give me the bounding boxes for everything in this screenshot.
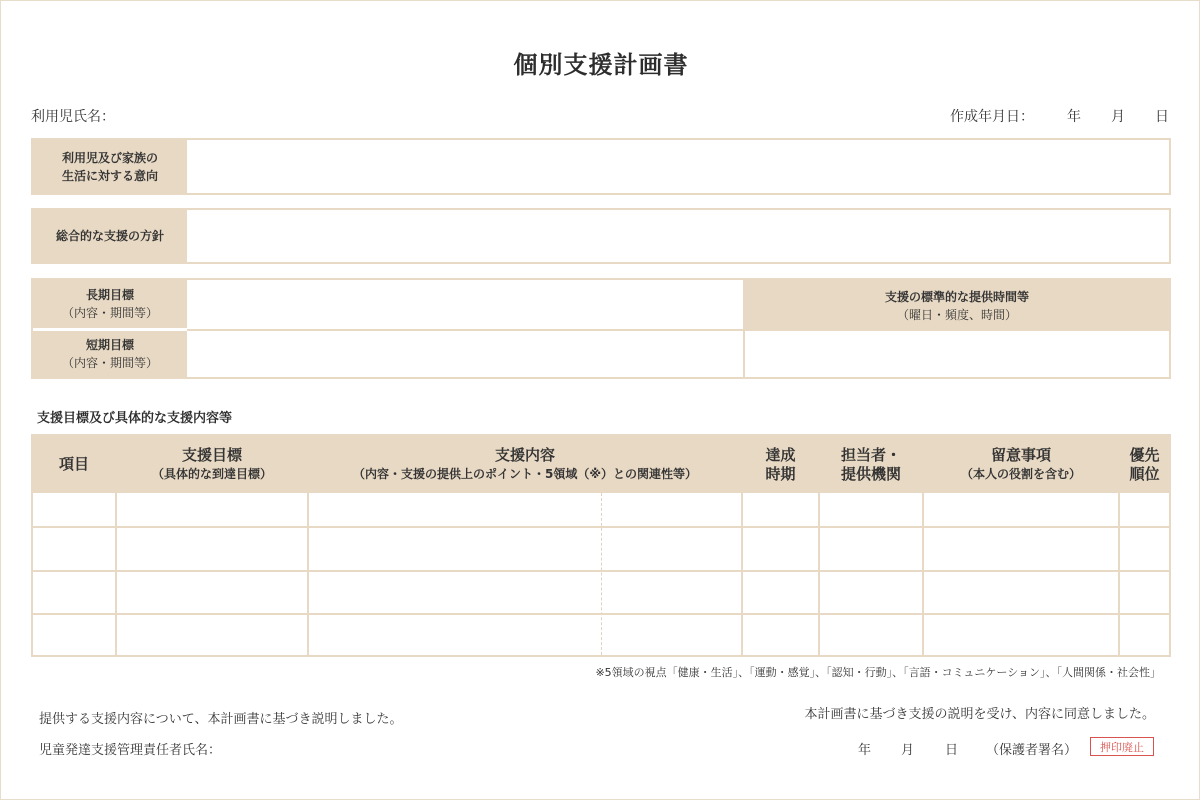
header-staff-line1: 担当者・: [840, 445, 901, 464]
policy-row: [31, 208, 1171, 264]
long-term-label-text: 長期目標: [85, 288, 134, 302]
header-goal-sub: （具体的な到達目標）: [151, 466, 272, 481]
table-row[interactable]: [33, 493, 1169, 526]
created-date-label: 作成年月日：: [950, 109, 1034, 125]
header-item-text: 項目: [58, 455, 89, 473]
intentions-label: [33, 140, 187, 193]
standard-time-label: [745, 280, 1169, 331]
document-title: 個別支援計画書: [513, 51, 689, 79]
child-name-label: 利用児氏名：: [31, 109, 115, 125]
table-row[interactable]: [33, 615, 1169, 655]
policy-field[interactable]: [187, 210, 1169, 262]
header-goal-text: 支援目標: [181, 445, 242, 464]
intentions-label-line2: 生活に対する意向: [61, 168, 158, 183]
header-achieve: [743, 436, 818, 493]
header-goal: [117, 436, 307, 493]
header-priority-line2: 順位: [1129, 464, 1160, 483]
created-day-label: 日: [1155, 109, 1169, 125]
manager-name-label: 児童発達支援管理責任者氏名：: [39, 743, 222, 758]
consent-text: 本計画書に基づき支援の説明を受け、内容に同意しました。: [804, 707, 1155, 722]
intentions-field[interactable]: [187, 140, 1169, 193]
table-row[interactable]: [33, 528, 1169, 570]
header-achieve-line2: 時期: [765, 464, 796, 483]
consent-day-label: 日: [945, 743, 959, 758]
detail-section-title: 支援目標及び具体的な支援内容等: [37, 411, 233, 426]
consent-month-label: 月: [901, 743, 915, 758]
header-notes-sub: （本人の役割を含む）: [960, 466, 1081, 481]
long-term-field[interactable]: [187, 280, 743, 328]
header-content-sub: （内容・支援の提供上のポイント・5領域（※）との関連性等）: [352, 466, 698, 481]
header-priority: [1120, 436, 1169, 493]
header-staff-line2: 提供機関: [840, 464, 901, 483]
standard-time-label-text: 支援の標準的な提供時間等: [884, 289, 1029, 304]
header-notes-text: 留意事項: [990, 445, 1051, 464]
policy-label: [33, 210, 187, 262]
short-term-label: [33, 331, 187, 377]
header-item: [33, 436, 115, 493]
created-month-label: 月: [1111, 109, 1125, 125]
short-term-field[interactable]: [187, 331, 743, 377]
long-term-label: [33, 280, 187, 328]
long-term-label-sub: （内容・期間等）: [61, 306, 158, 320]
short-term-label-text: 短期目標: [85, 338, 134, 352]
guardian-signature-label: （保護者署名）: [986, 743, 1078, 758]
created-year-label: 年: [1067, 109, 1081, 125]
explained-text: 提供する支援内容について、本計画書に基づき説明しました。: [39, 712, 403, 727]
support-detail-table: [31, 434, 1171, 657]
standard-time-field[interactable]: [745, 331, 1169, 377]
consent-year-label: 年: [858, 743, 872, 758]
intentions-label-line1: 利用児及び家族の: [61, 150, 158, 165]
intentions-row: [31, 138, 1171, 195]
goals-block: [31, 278, 1171, 379]
short-term-label-sub: （内容・期間等）: [61, 356, 158, 370]
header-content-text: 支援内容: [494, 445, 555, 464]
header-priority-line1: 優先: [1129, 445, 1160, 464]
table-row[interactable]: [33, 572, 1169, 613]
stamp-abolished-badge: 押印廃止: [1090, 737, 1154, 756]
five-domains-note: ※5領域の視点「健康・生活」、「運動・感覚」、「認知・行動」、「言語・コミュニケーション」、「人間関係・社会性」: [595, 666, 1161, 679]
policy-label-text: 総合的な支援の方針: [55, 229, 164, 243]
header-notes: [924, 436, 1118, 493]
standard-time-label-sub: （曜日・頻度、時間）: [896, 307, 1017, 322]
header-staff: [820, 436, 922, 493]
header-content: [309, 436, 741, 493]
header-achieve-line1: 達成: [765, 445, 796, 464]
